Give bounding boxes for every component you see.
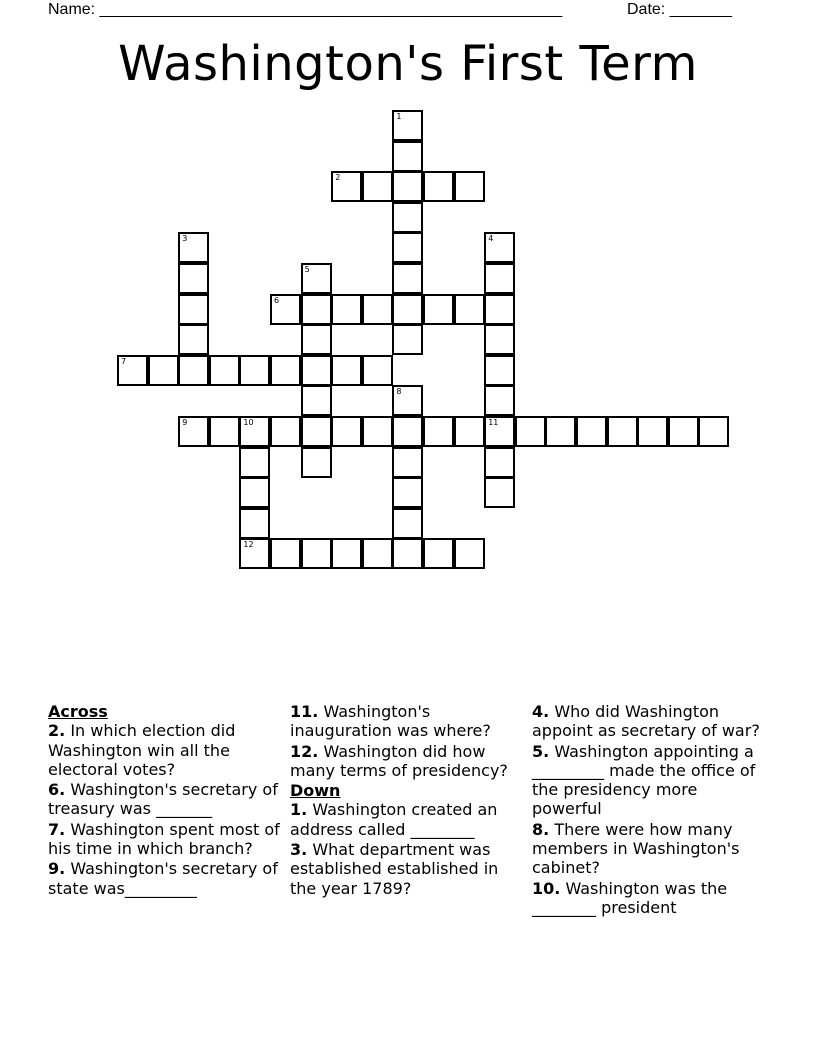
clue-number: 12	[243, 540, 254, 550]
grid-cell[interactable]	[209, 355, 240, 386]
grid-cell[interactable]	[270, 355, 301, 386]
grid-cell[interactable]	[392, 477, 423, 508]
grid-cell[interactable]	[484, 477, 515, 508]
clue-number: 3	[182, 234, 188, 244]
grid-cell[interactable]	[301, 538, 332, 569]
clue-number: 7	[121, 356, 127, 366]
grid-cell[interactable]	[484, 324, 515, 355]
grid-cell[interactable]	[362, 355, 393, 386]
clue-number: 1	[396, 112, 402, 121]
grid-cell[interactable]	[301, 385, 332, 416]
grid-cell[interactable]	[392, 538, 423, 569]
grid-cell[interactable]	[392, 385, 423, 416]
grid-cell[interactable]	[484, 447, 515, 478]
grid-cell[interactable]	[454, 294, 485, 325]
grid-cell[interactable]	[178, 324, 209, 355]
grid-cell[interactable]	[178, 263, 209, 294]
grid-cell[interactable]	[239, 416, 270, 447]
clue-column-3	[532, 702, 768, 918]
grid-cell[interactable]	[484, 232, 515, 263]
clue-number: 4	[488, 234, 494, 244]
clue-down-1: 1. Washington created an address called ________	[290, 800, 498, 839]
grid-cell[interactable]	[454, 416, 485, 447]
grid-cell[interactable]	[301, 355, 332, 386]
grid-cell[interactable]	[239, 538, 270, 569]
grid-cell[interactable]	[392, 294, 423, 325]
grid-cell[interactable]	[392, 447, 423, 478]
grid-cell[interactable]	[178, 232, 209, 263]
clue-number: 2	[335, 173, 341, 183]
clue-down-8: 8. There were how many members in Washington's cabinet?	[532, 819, 740, 878]
grid-cell[interactable]	[239, 447, 270, 478]
grid-cell[interactable]	[423, 538, 454, 569]
grid-cell[interactable]	[178, 416, 209, 447]
clue-across-6: 6. Washington's secretary of treasury was _______	[48, 780, 278, 819]
grid-cell[interactable]	[484, 294, 515, 325]
grid-cell[interactable]	[270, 538, 301, 569]
grid-cell[interactable]	[392, 110, 423, 141]
name-line: Name: ____________________________________________________	[48, 1, 563, 18]
grid-cell[interactable]	[331, 416, 362, 447]
grid-cell[interactable]	[484, 416, 515, 447]
grid-cell[interactable]	[301, 447, 332, 478]
grid-cell[interactable]	[362, 416, 393, 447]
grid-cell[interactable]	[392, 324, 423, 355]
grid-cell[interactable]	[454, 171, 485, 202]
grid-cell[interactable]	[637, 416, 668, 447]
grid-cell[interactable]	[331, 538, 362, 569]
clue-down-10: 10. Washington was the ________ president	[532, 878, 728, 917]
clue-down-3: 3. What department was established established in the year 1789?	[290, 840, 499, 898]
grid-cell[interactable]	[301, 263, 332, 294]
clue-across-2: 2. In which election did Washington win all the electoral votes?	[48, 721, 236, 779]
clue-column-2	[290, 702, 526, 899]
grid-cell[interactable]	[698, 416, 729, 447]
grid-cell[interactable]	[301, 416, 332, 447]
grid-cell[interactable]	[209, 416, 240, 447]
grid-cell[interactable]	[331, 355, 362, 386]
grid-cell[interactable]	[576, 416, 607, 447]
grid-cell[interactable]	[392, 508, 423, 539]
grid-cell[interactable]	[239, 477, 270, 508]
grid-cell[interactable]	[178, 355, 209, 386]
clue-across-11: 11. Washington's inauguration was where?	[290, 702, 491, 741]
clue-column-1	[48, 702, 280, 899]
grid-cell[interactable]	[239, 355, 270, 386]
clue-down-5: 5. Washington appointing a _________ made the office of the presidency more powerful	[532, 741, 756, 819]
grid-cell[interactable]	[484, 263, 515, 294]
clue-across-7: 7. Washington spent most of his time in which branch?	[48, 819, 280, 859]
clue-across-12: 12. Washington did how many terms of presidency?	[290, 741, 508, 780]
puzzle-title: Washington's First Term	[118, 36, 698, 92]
clue-down-4: 4. Who did Washington appoint as secretary of war?	[532, 702, 760, 741]
across-heading: Across	[48, 702, 108, 721]
grid-cell[interactable]	[148, 355, 179, 386]
grid-cell[interactable]	[362, 294, 393, 325]
down-heading: Down	[290, 781, 341, 801]
grid-cell[interactable]	[392, 171, 423, 202]
date-line: Date: _______	[627, 1, 732, 18]
grid-cell[interactable]	[423, 171, 454, 202]
grid-cell[interactable]	[392, 141, 423, 172]
grid-cell[interactable]	[545, 416, 576, 447]
grid-cell[interactable]	[331, 171, 362, 202]
grid-cell[interactable]	[392, 202, 423, 233]
grid-cell[interactable]	[301, 324, 332, 355]
grid-cell[interactable]	[362, 171, 393, 202]
grid-cell[interactable]	[239, 508, 270, 539]
grid-cell[interactable]	[484, 385, 515, 416]
grid-cell[interactable]	[392, 263, 423, 294]
clue-number: 9	[182, 418, 188, 427]
grid-cell[interactable]	[392, 232, 423, 263]
grid-cell[interactable]	[515, 416, 546, 447]
clue-number: 6	[274, 295, 280, 305]
grid-cell[interactable]	[454, 538, 485, 569]
clue-number: 10	[243, 418, 254, 427]
grid-cell[interactable]	[423, 294, 454, 325]
grid-cell[interactable]	[331, 294, 362, 325]
grid-cell[interactable]	[423, 416, 454, 447]
grid-cell[interactable]	[668, 416, 699, 447]
grid-cell[interactable]	[178, 294, 209, 325]
grid-cell[interactable]	[607, 416, 638, 447]
grid-cell[interactable]	[392, 416, 423, 447]
grid-cell[interactable]	[117, 355, 148, 386]
clue-number: 8	[396, 387, 402, 397]
clue-across-9: 9. Washington's secretary of state was_________	[48, 859, 278, 898]
grid-cell[interactable]	[484, 355, 515, 386]
grid-cell[interactable]	[270, 294, 301, 325]
grid-cell[interactable]	[270, 416, 301, 447]
clue-number: 5	[304, 265, 310, 274]
grid-cell[interactable]	[362, 538, 393, 569]
grid-cell[interactable]	[301, 294, 332, 325]
clue-number: 11	[488, 418, 499, 427]
